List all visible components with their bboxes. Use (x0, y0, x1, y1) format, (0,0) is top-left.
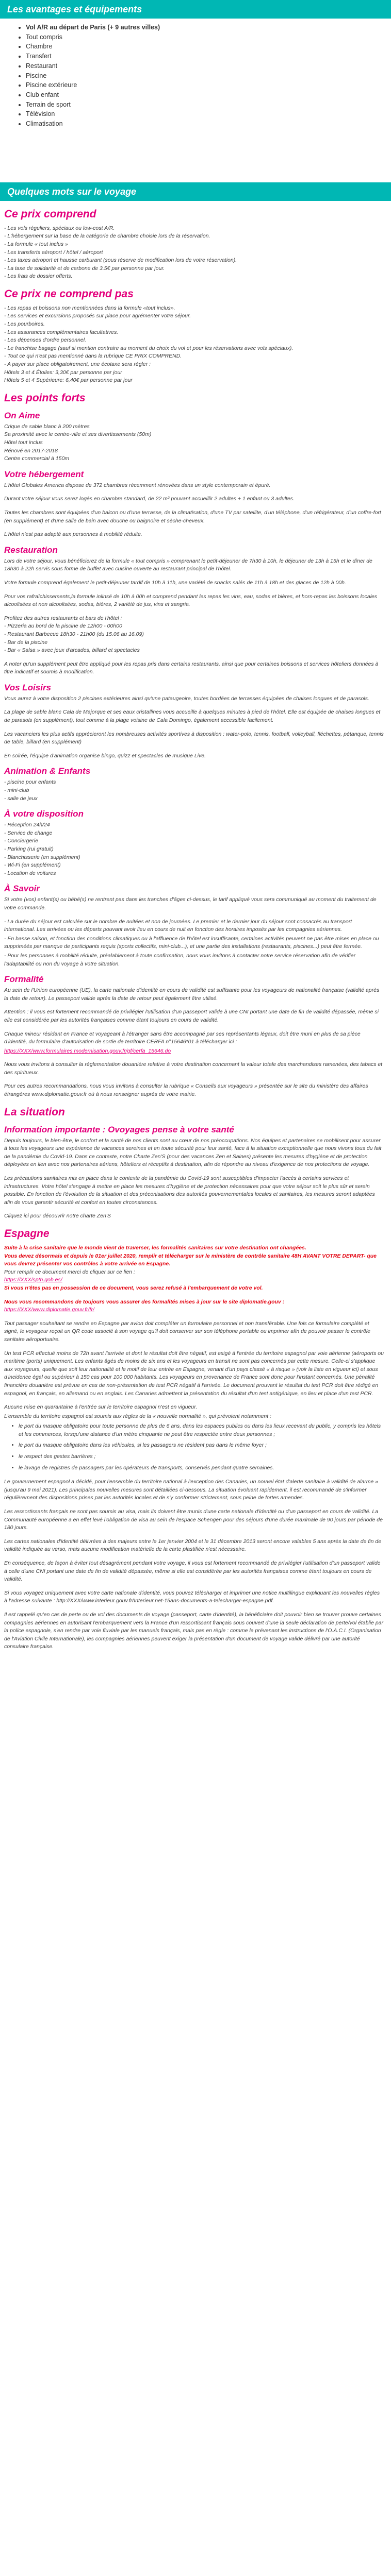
price-line: - Les assurances complémentaires facultatives. (4, 329, 119, 335)
price-line: - Les pourboires. (4, 321, 45, 328)
price-line: - Les frais de dossier offerts. (4, 273, 73, 280)
normalite-item: • le port du masque obligatoire dans les véhicules, si les passagers ne résident pas dans le même foyer ; (19, 1442, 384, 1450)
warning-line: Nous vous recommandons de toujours vous assurer des formalités mises à jour sur le site diplomatie.gouv : (4, 1298, 285, 1305)
restaurants-list (4, 615, 384, 655)
loisirs-text: En soirée, l'équipe d'animation organise bingo, quizz et spectacles de musique Live. (4, 752, 206, 759)
on-aime-line: Rénové en 2017-2018 (4, 447, 58, 454)
price-excludes-title: Ce prix ne comprend pas (4, 287, 134, 300)
hebergement-text: L'hôtel n'est pas adapté aux personnes à mobilité réduite. (4, 531, 142, 538)
on-aime-list (4, 423, 384, 463)
price-line: Hôtels 5 et 4 Supérieure: 6,40€ par personne par jour (4, 377, 133, 384)
price-line: - Les vols réguliers, spéciaux ou low-cost A/R. (4, 225, 115, 231)
on-aime-line: Centre commercial à 150m (4, 455, 70, 462)
espagne-warning (4, 1244, 384, 1293)
price-line: - Les transferts aéroport / hôtel / aéroport (4, 249, 103, 256)
disposition-item: - Service de change (4, 829, 53, 836)
warning-line: Suite à la crise sanitaire que le monde vient de traverser, les formalités sanitaires sur votre destination ont changées. (4, 1245, 306, 1251)
restauration-text: Votre formule comprend également le petit-déjeuner tardif de 10h à 11h, une variété de snacks salés de 11h à 18h et des glaces de 12h à 00h. (4, 579, 346, 586)
disposition-item: - Wi-Fi (en supplément) (4, 862, 61, 869)
animation-item: - piscine pour enfants (4, 779, 56, 786)
animation-list (4, 778, 384, 803)
situation-text: Depuis toujours, le bien-être, le confort et la santé de nos clients sont au cœur de nos préoccupations. Nos équipes et partenaires se mobilisent pour assurer à tous les voyageurs une expérience de vacances sereines et en toute sécurité pour leur santé, face à la situation exceptionnelle que nous vivons tous du fait de la pandémie du Covid-19. Dans ce contexte, notre Charte Zen'S (pour des vacances Zen et Saines) présente les mesures d'hygiène et de protection déployées en lien avec nos partenaires aériens, hôteliers et réceptifs à destination, afin de répondre au niveau d'exigence de nos protections de voyage. (4, 1137, 382, 1168)
equipment-item: • Piscine (26, 71, 391, 81)
equipment-item: • Club enfant (26, 90, 391, 100)
formalite-text: Chaque mineur résidant en France et voyageant à l'étranger sans être accompagné par ses représentants légaux, doit être muni en plus de sa pièce d'identité, du formulaire d'autorisation de sortie de territoire CERFA n°15646*01 à télécharger ici : (4, 1030, 361, 1045)
restaurant-item: - Bar de la piscine (4, 639, 48, 646)
espagne-text: Tout passager souhaitant se rendre en Espagne par avion doit compléter un formulaire personnel et non transférable. Une fois ce formulaire complété et signé, le voyageur reçoit un QR code associé à son voyage qu'il doit conserver sur son téléphone portable ou imprimer afin de pouvoir passer le contrôle sanitaire aéroportuaire. (4, 1320, 370, 1343)
equipment-item: • Tout compris (26, 32, 391, 42)
price-line: - L'hébergement sur la base de la catégorie de chambre choisie lors de la réservation. (4, 233, 210, 240)
restauration-text: Pour vos rafraîchissements,la formule inlinsé de 10h à 00h et comprend pendant les repas les vins, eau, sodas et bières, et hors-repas les boissons locales alcoolisées et non alcoolisées, sodas, bières, 2 variété de jus, vins et sangria. (4, 593, 378, 608)
main-content (0, 208, 391, 1651)
espagne-title: Espagne (4, 1228, 50, 1240)
price-line: - La taxe de solidarité et de carbone de 3.5€ par personne par jour. (4, 265, 165, 272)
disposition-item: - Parking (rui gratuit) (4, 846, 54, 853)
animation-item: - mini-club (4, 787, 29, 794)
on-aime-line: Crique de sable blanc à 200 mètres (4, 423, 90, 430)
hebergement-text: Durant votre séjour vous serez logés en chambre standard, de 22 m² pouvant accueillir 2 adultes + 1 enfant ou 3 adultes. (4, 496, 295, 502)
disposition-item: - Blanchisserie (en supplément) (4, 854, 80, 860)
loisirs-title: Vos Loisirs (4, 682, 52, 692)
formalite-text: Nous vous invitons à consulter la réglementation douanière relative à votre destination concernant la valeur totale des marchandises ramenées, des tabacs et des spiritueux. (4, 1061, 383, 1076)
espagne-text: Un test PCR effectué moins de 72h avant l'arrivée et dont le résultat doit être négatif, est exigé à l'entrée du territoire espagnol par voie aérienne (aéroports ou maritime (ports) uniquement. Les enfants âgés de moins de six ans et les voyageurs en transit ne sont pas concernés par cette mesure. Celle-ci s'applique aux voyageurs, quelle que soit leur nationalité et le motif de leur entrée en Espagne, venant d'un pays classé « à risque » (voir la liste en vigueur ici) et sous d'incidence égal ou supérieur à 150 cas pour 100 000 habitants. Les voyageurs en provenance de France sont donc pour l'instant concernés. Une pénalité financière douanière est prévue en cas de non-présentation de test PCR négatif à l'arrivée. Le document prouvant le résultat du test PCR doit être rédigé en espagnol, en français, en allemand ou en anglais. Les Canaries admettent la présentation du résultat d'un test antigénique, en lieu et place d'un test PCR. (4, 1350, 384, 1397)
restaurant-item: - Pizzeria au bord de la piscine de 12h00 - 00h00 (4, 623, 122, 630)
price-line: - Les dépenses d'ordre personnel. (4, 337, 87, 344)
equipment-item: • Climatisation (26, 119, 391, 129)
situation-title: La situation (4, 1106, 65, 1118)
price-line: - A payer sur place obligatoirement, une écotaxe sera régler : (4, 361, 151, 368)
price-line: - Tout ce qui n'est pas mentionné dans la rubrique CE PRIX COMPREND. (4, 353, 182, 360)
cerfa-link[interactable]: https://XXX/www.formulaires.modernisation.gouv.fr/gf/cerfa_15646.do (4, 1047, 171, 1054)
price-line: - Les repas et boissons non mentionnées dans la formule «tout inclus». (4, 304, 175, 311)
animation-item: - salle de jeux (4, 795, 38, 802)
hebergement-title: Votre hébergement (4, 469, 84, 479)
voyage-banner: Quelques mots sur le voyage (0, 182, 391, 201)
normalite-item: • le lavage de registres de passagers par les opérateurs de transports, conservés pendant quatre semaines. (19, 1464, 384, 1472)
price-line: Hôtels 3 et 4 Étoiles: 3,30€ par personne par jour (4, 369, 122, 376)
equipment-item: • Transfert (26, 52, 391, 61)
charte-link[interactable]: Cliquez ici pour découvrir notre charte Zen'S (4, 1213, 111, 1219)
equipment-banner: Les avantages et équipements (0, 0, 391, 19)
disposition-list (4, 821, 384, 877)
on-aime-title: On Aime (4, 410, 40, 420)
normalite-item: • le respect des gestes barrières ; (19, 1453, 384, 1461)
situation-text: Les précautions sanitaires mis en place dans le contexte de la pandémie du Covid-19 sont susceptibles d'impacter l'accès à certains services et infrastructures. Votre hôtel s'engage à mettre en place les mesures d'hygiène et de protection nécessaires pour que votre séjour soit le plus sûr et serein possible. En fonction de l'évolution de la situation et des préconisations des autorités gouvernementales locales et sanitaires, les mesures seront adaptées afin de vous garantir sécurité et confort en toutes circonstances. (4, 1175, 375, 1206)
animation-title: Animation & Enfants (4, 766, 91, 776)
savoir-text: Si votre (vos) enfant(s) ou bébé(s) ne rentrent pas dans les tranches d'âges ci-dessus, le tarif appliqué vous sera communiqué au moment du traitement de votre commande. (4, 896, 377, 911)
equipment-item: • Restaurant (26, 61, 391, 71)
restaurants-list-title: Profitez des autres restaurants et bars de l'hôtel : (4, 615, 122, 621)
formalite-title: Formalité (4, 974, 44, 985)
equipment-list (0, 23, 391, 129)
espagne-text: Il est rappelé qu'en cas de perte ou de vol des documents de voyage (passeport, carte d'identité), la bénéficiaire doit pouvoir bien se trouver prouve certaines compagnies aériennes en autorisant l'embarquement vers la France d'un ressortissant français sous couvert d'une la seule déclaration de perte/vol établie par la police espagnole, s'en rendre par voie fluviale par les manuels français, mais pas en règle : comme le prévenant les instructions de l'O.A.C.I. (Organisation de l'Aviation Civile Internationale), les compagnies aériennes peuvent exiger la présentation d'un document de voyage valide délivré par une autorité consulaire française. (4, 1611, 384, 1650)
restauration-text: A noter qu'un supplément peut être appliqué pour les repas pris dans certains restaurants, ainsi que pour certaines boissons et services hôteliers données à titre indicatif et soumis à modification. (4, 660, 379, 675)
restauration-text: Lors de votre séjour, vous bénéficierez de la formule « tout compris » comprenant le petit-déjeuner de 7h30 à 10h, le déjeuner de 13h à 15h et le dîner de 18h30 à 22h servis sous forme de buffet avec cuisine ouverte au restaurant principal de l'hôtel. (4, 557, 372, 572)
price-line: - Les taxes aéroport et hausse carburant (sous réserve de modification lors de votre réservation). (4, 257, 237, 264)
loisirs-text: La plage de sable blanc Cala de Majorque et ses eaux cristallines vous accueille à quelques minutes à pied de l'hôtel. Elle est équipée de chaises longues et de parasols (en supplément), tout comme à la plage voisine de Cala Domingo, également accessible facilement. (4, 709, 381, 724)
espagne-diplomatie (4, 1298, 384, 1314)
restaurant-item: - Restaurant Barbecue 18h30 - 21h00 (du 15.06 au 16.09) (4, 631, 144, 637)
espagne-text: Aucune mise en quarantaine à l'entrée sur le territoire espagnol n'est en vigueur. (4, 1404, 198, 1411)
hebergement-text: Toutes les chambres sont équipées d'un balcon ou d'une terrasse, de la climatisation, d'une TV par satellite, d'un téléphone, d'un réfrigérateur, d'un coffre-fort (en supplément) et d'une salle de bain avec douche ou baignoire et sèche-cheveux. (4, 509, 381, 524)
espagne-text: Si vous voyagez uniquement avec votre carte nationale d'identité, vous pouvez télécharger et imprimer une notice multilingue expliquant les nouvelles règles à l'adresse suivante : http://XXX/www.interieur.gouv.fr/Interieur.net-15ans-documents-a-telecharger-espagne.pdf. (4, 1589, 380, 1604)
spth-link[interactable]: https://XXX/spth.gob.es/ (4, 1277, 62, 1283)
espagne-text: L'ensemble du territoire espagnol est soumis aux règles de la « nouvelle normalité », qui prévoient notamment : (4, 1413, 271, 1419)
restauration-title: Restauration (4, 545, 58, 555)
normalite-list (4, 1422, 384, 1472)
disposition-item: - Location de voitures (4, 870, 56, 876)
normalite-item: • le port du masque obligatoire pour toute personne de plus de 6 ans, dans les espaces publics ou dans les lieux recevant du public, y compris les hôtels et les commerces, lorsqu'une distance d'un mètre cinquante ne peut être respectée entre deux personnes ; (19, 1422, 384, 1438)
diplomatie-link[interactable]: https://XXX/www.diplomatie.gouv.fr/fr/ (4, 1307, 94, 1313)
espagne-text: Les cartes nationales d'identité délivrées à des majeurs entre le 1er janvier 2004 et le 31 décembre 2013 seront encore valables 5 ans après la date de fin de validité indiquée au verso, mais aucune modification matérielle de la carte plastifiée n'est nécessaire. (4, 1538, 382, 1553)
equipment-item: • Télévision (26, 109, 391, 119)
loisirs-text: Vous aurez à votre disposition 2 piscines extérieures ainsi qu'une pataugeoire, toutes bordées de terrasses équipées de chaises longues et de parasols. (4, 695, 369, 702)
on-aime-line: Sa proximité avec le centre-ville et ses divertissements (50m) (4, 431, 152, 438)
highlights-title: Les points forts (4, 392, 86, 404)
formalite-text: Pour ces autres recommandations, nous vous invitons à consulter la rubrique « Conseils aux voyageurs » présentée sur le site du ministère des affaires étrangères www.diplomatie.gouv.fr où à nous renseigner auprès de votre mairie. (4, 1083, 368, 1098)
price-excludes-list (4, 304, 384, 385)
price-line: - Le franchise bagage (sauf si mention contraire au moment du choix du vol et pour les réservations avec vols spéciaux). (4, 345, 294, 351)
savoir-text: - En basse saison, et fonction des conditions climatiques ou à l'affluence de l'hôtel est insuffisante, certaines activités peuvent ne pas être mises en place ou suppriméés par manque de participants requis (sports collectifs, mini-club...), et une partie des installations (restaurants, piscines...) peut être fermée. (4, 935, 379, 950)
price-includes-title: Ce prix comprend (4, 208, 96, 220)
espagne-text: Les ressortissants français ne sont pas soumis au visa, mais ils doivent être munis d'une carte nationale d'identité ou d'un passeport en cours de validité. La Communauté européenne a en effet levé l'obligation de visa au sein de l'espace Schengen pour des séjours d'une durée maximale de 90 jours par période de 180 jours. (4, 1509, 383, 1531)
price-includes-list (4, 225, 384, 281)
formalite-text: Attention : il vous est fortement recommandé de privilégier l'utilisation d'un passeport valide à une CNI portant une date de fin de validité dépassée, même si elle est considérée par les autorités françaises comme étant toujours en cours de validité. (4, 1009, 379, 1023)
disposition-title: À votre disposition (4, 809, 84, 819)
equipment-item: • Terrain de sport (26, 100, 391, 110)
equipment-item: • Vol A/R au départ de Paris (+ 9 autres villes) (26, 23, 391, 32)
hebergement-text: L'hôtel Globales America dispose de 372 chambres récemment rénovées dans un style contemporain et épuré. (4, 482, 271, 488)
warning-line: Si vous n'êtes pas en possession de ce document, vous serez refusé à l'embarquement de votre vol. (4, 1284, 263, 1291)
restaurant-item: - Bar « Salsa » avec jeux d'arcades, billard et spectacles (4, 647, 140, 654)
equipment-item: • Chambre (26, 42, 391, 52)
disposition-item: - Réception 24h/24 (4, 822, 50, 828)
on-aime-line: Hôtel tout inclus (4, 439, 43, 446)
price-line: - Les services et excursions proposés sur place pour agrémenter votre séjour. (4, 313, 191, 319)
warning-line: Pour remplir ce document merci de cliquer sur ce lien : (4, 1268, 135, 1275)
espagne-text: En conséquence, de façon à éviter tout désagrément pendant votre voyage, il vous est fortement recommandé de privilégier l'utilisation d'un passeport valide à celle d'une CNI portant une date de fin de validité dépassée, même si elle est considérée par les autorités françaises comme étant toujours en cours de validité. (4, 1560, 381, 1583)
espagne-text: Le gouvernement espagnol a décidé, pour l'ensemble du territoire national à l'exception des Canaries, un nouvel état d'alerte sanitaire à validité de alarme » (jusqu'au 9 mai 2021). Les principales nouvelles mesures sont détaillées ci-dessous. La situation évoluant rapidement, il est recommandé de s'informer régulièrement des dispositions prises par les autorités locales et de s'y conformer strictement, sous peine de fortes amendes. (4, 1479, 379, 1501)
info-importante-title: Information importante : Ovoyages pense à votre santé (4, 1124, 234, 1134)
loisirs-text: Les vacanciers les plus actifs apprécieront les nombreuses activités sportives à disposition : water-polo, tennis, football, volleyball, fléchettes, pétanque, tennis de table, billard (en supplément) (4, 731, 384, 745)
equipment-item: • Piscine extérieure (26, 80, 391, 90)
savoir-text: - Pour les personnes à mobilité réduite, préalablement à toute confirmation, nous vous invitons à contacter notre service réservation afin de vérifier l'adaptabilité ou non du voyage à votre situation. (4, 952, 356, 967)
savoir-title: À Savoir (4, 884, 40, 894)
warning-line: Vous devez désormais et depuis le 01er juillet 2020, remplir et télécharger sur le ministère de contrôle sanitaire 48H AVANT VOTRE DEPART- que vous devrez présenter vos contrôles à votre arrivée en Espagne. (4, 1252, 377, 1267)
savoir-text: - La durée du séjour est calculée sur le nombre de nuitées et non de journées. Le premier et le dernier jour du séjour sont consacrés au transport international. Les arrivées ou les départs pouvant avoir lieu en cours de nuit en fonction des horaires imposés par les compagnies aériennes. (4, 918, 352, 933)
disposition-item: - Conciergerie (4, 838, 38, 844)
price-line: - La formule « tout inclus » (4, 241, 68, 247)
formalite-text: Au sein de l'Union européenne (UE), la carte nationale d'identité en cours de validité est suffisante pour les voyageurs de nationalité française (validité après la date de retour). Le passeport valide après la date de retour peut également être utilisé. (4, 987, 380, 1002)
